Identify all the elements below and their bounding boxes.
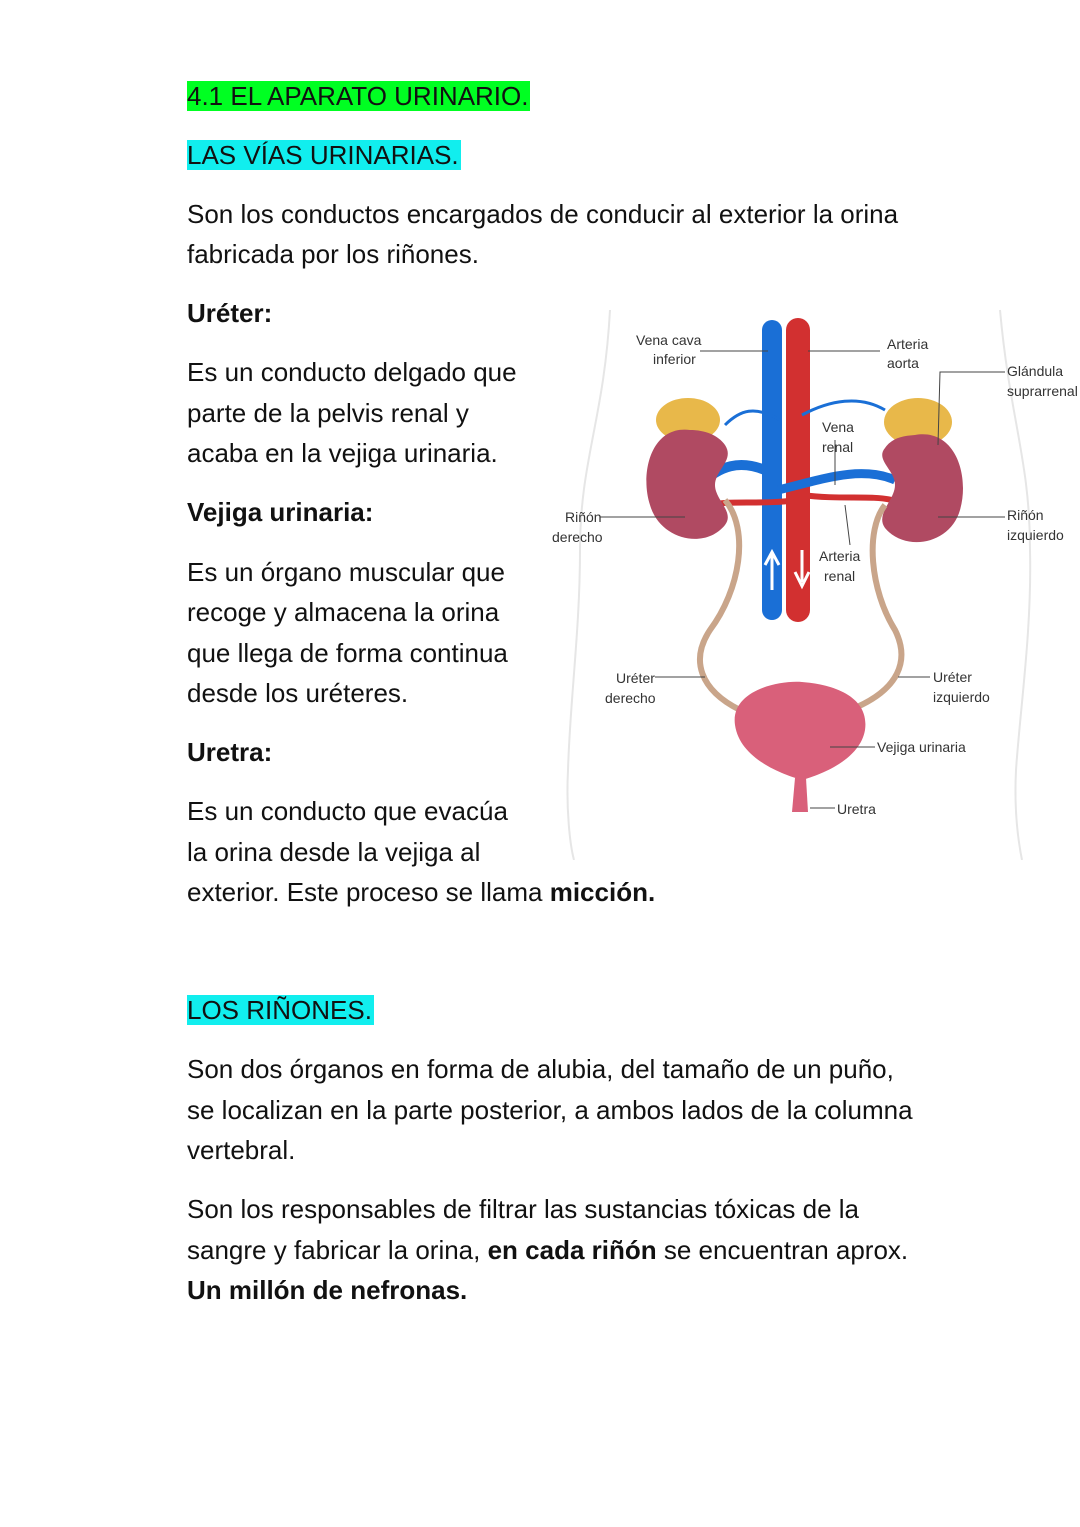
label-rinon-izquierdo-1: Riñón <box>1007 507 1044 523</box>
urinary-system-diagram <box>540 300 1080 860</box>
vejiga-line-3: que llega de forma continua <box>187 638 508 668</box>
label-vena-cava-1: Vena cava <box>636 332 702 348</box>
label-ureter-derecho-1: Uréter <box>616 670 655 686</box>
ureter-heading <box>187 293 272 334</box>
uretra-heading-text: Uretra: <box>187 737 273 767</box>
vias-intro-line-1: Son los conductos encargados de conducir al exterior la orina <box>187 199 899 229</box>
kidney-right <box>646 430 727 539</box>
label-arteria-aorta-2: aorta <box>887 355 919 371</box>
label-rinon-izquierdo-2: izquierdo <box>1007 527 1064 543</box>
rinones-heading-text: LOS RIÑONES. <box>187 995 372 1025</box>
label-vena-renal-1: Vena <box>822 419 854 435</box>
vias-heading-text: LAS VÍAS URINARIAS. <box>187 140 459 170</box>
vejiga-line-4: desde los uréteres. <box>187 678 409 708</box>
uretra-line-3-text: exterior. Este proceso se llama <box>187 877 550 907</box>
rinones-p2-line-2 <box>187 1230 908 1271</box>
ureter-heading-text: Uréter: <box>187 298 273 328</box>
ureter-line-3: acaba en la vejiga urinaria. <box>187 438 498 468</box>
vias-heading <box>187 135 461 176</box>
label-vena-cava-2: inferior <box>653 351 696 367</box>
label-ureter-izquierdo-2: izquierdo <box>933 689 990 705</box>
vias-intro-line-2: fabricada por los riñones. <box>187 239 479 269</box>
label-uretra: Uretra <box>837 801 876 817</box>
body-outline <box>567 310 610 860</box>
label-glandula-2: suprarrenal <box>1007 383 1078 399</box>
rinones-heading <box>187 990 374 1031</box>
vejiga-heading <box>187 492 373 533</box>
page-title <box>187 76 530 117</box>
label-ureter-izquierdo-1: Uréter <box>933 669 972 685</box>
label-arteria-renal-1: Arteria <box>819 548 861 564</box>
rinones-p2-line-2-prefix: sangre y fabricar la orina, <box>187 1235 488 1265</box>
rinones-p1-line-3: vertebral. <box>187 1135 296 1165</box>
kidney-left <box>882 434 963 542</box>
rinones-p2-line-1: Son los responsables de filtrar las sustancias tóxicas de la <box>187 1194 860 1224</box>
vejiga-line-2: recoge y almacena la orina <box>187 597 500 627</box>
label-vena-renal-2: renal <box>822 439 854 455</box>
uretra-line-1: Es un conducto que evacúa <box>187 796 508 826</box>
bladder <box>735 682 866 780</box>
urethra <box>792 778 808 812</box>
millon-nefronas: Un millón de nefronas. <box>187 1275 468 1305</box>
rinones-p1-line-1: Son dos órganos en forma de alubia, del tamaño de un puño, <box>187 1054 894 1084</box>
label-ureter-derecho-2: derecho <box>605 690 656 706</box>
en-cada-rinon: en cada riñón <box>487 1235 657 1265</box>
label-glandula-1: Glándula <box>1007 363 1064 379</box>
renal-artery-left <box>802 495 892 500</box>
ureter-line-1: Es un conducto delgado que <box>187 357 517 387</box>
rinones-p2-line-2-suffix: se encuentran aprox. <box>656 1235 909 1265</box>
label-arteria-aorta-1: Arteria <box>887 336 929 352</box>
label-vejiga-urinaria: Vejiga urinaria <box>877 739 966 755</box>
uretra-heading <box>187 732 272 773</box>
uretra-line-2: la orina desde la vejiga al <box>187 837 481 867</box>
uretra-line-3 <box>187 872 655 913</box>
label-arteria-renal-2: renal <box>824 568 856 584</box>
rinones-p1-line-2: se localizan en la parte posterior, a ambos lados de la columna <box>187 1095 913 1125</box>
rinones-p2-line-3 <box>187 1270 467 1311</box>
miccion-term: micción. <box>549 877 656 907</box>
vejiga-heading-text: Vejiga urinaria: <box>187 497 374 527</box>
page-title-text: 4.1 EL APARATO URINARIO. <box>187 81 529 111</box>
label-rinon-derecho-2: derecho <box>552 529 603 545</box>
vejiga-line-1: Es un órgano muscular que <box>187 557 505 587</box>
ureter-left <box>850 505 901 710</box>
ureter-line-2: parte de la pelvis renal y <box>187 398 469 428</box>
label-rinon-derecho-1: Riñón <box>565 509 602 525</box>
